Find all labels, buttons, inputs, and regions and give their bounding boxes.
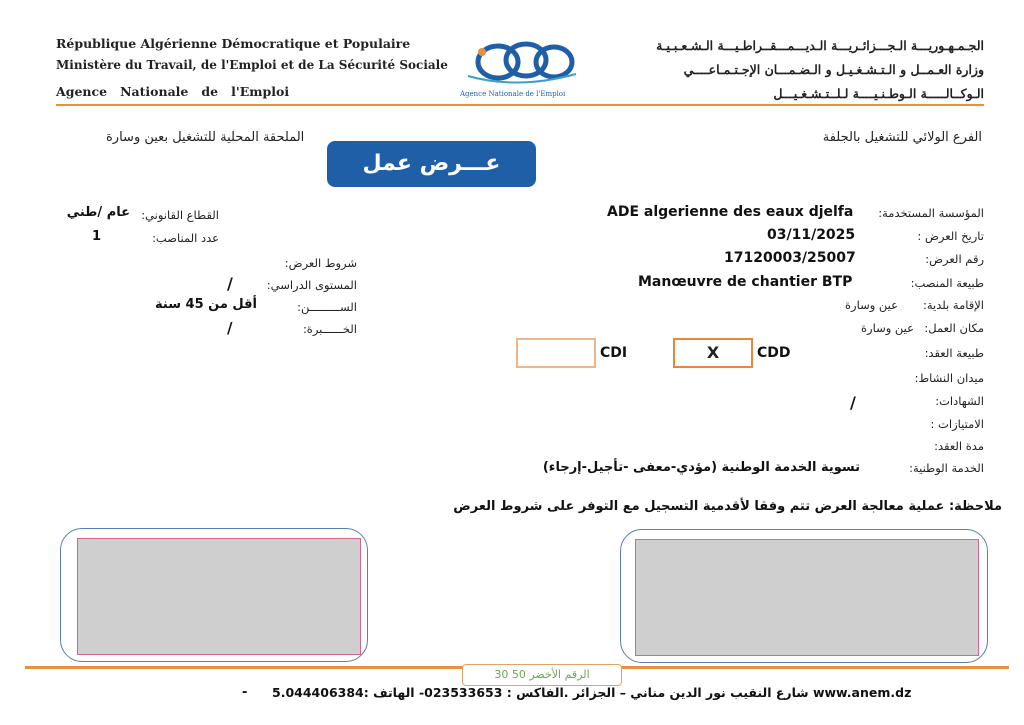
cdd-checkbox[interactable]: [673, 338, 753, 368]
conditions-label: شروط العرض:: [284, 256, 357, 270]
branch-wilaya: الفرع الولائي للتشغيل بالجلفة: [822, 130, 982, 145]
employer-label: المؤسسة المستخدمة:: [878, 206, 984, 220]
position-label: طبيعة المنصب:: [910, 276, 984, 290]
national-service-value: تسوية الخدمة الوطنية (مؤدي-معفى -تأجيل-إرجاء): [542, 460, 860, 475]
offer-title: عـــرض عمل: [327, 141, 536, 187]
residence-label: الإقامة بلدية:: [922, 298, 984, 312]
sector-value: عام /طني: [66, 205, 130, 220]
offer-date-value: 03/11/2025: [767, 227, 856, 243]
employer-value: ADE algerienne des eaux djelfa: [607, 204, 854, 220]
header-fr-republic: République Algérienne Démocratique et Populaire: [56, 36, 411, 51]
cdi-checkbox[interactable]: [516, 338, 596, 368]
anem-logo: [458, 38, 582, 102]
sector-label: القطاع القانوني:: [141, 208, 219, 222]
offer-date-label: تاريخ العرض :: [917, 229, 984, 243]
age-value: أقل من 45 سنة: [155, 297, 257, 312]
green-number: الرقم الأخضر 50 30: [462, 664, 622, 686]
age-label: الســـــــــن:: [297, 300, 357, 314]
contract-label: طبيعة العقد:: [924, 346, 984, 360]
footer-dash: -: [242, 685, 248, 700]
positions-count-value: 1: [92, 229, 102, 244]
cdd-label: CDD: [757, 345, 791, 361]
footer-address: 5.شارع النقيب نور الدين مناني – الجزائر .الفاكس : 023533653- الهاتف :044406384 www.anem.dz: [272, 685, 912, 700]
card-left: [60, 528, 368, 662]
diplomas-label: الشهادات:: [935, 394, 984, 408]
card-right: [620, 529, 988, 663]
processing-note: ملاحظة: عملية معالجة العرض تتم وفقا لأقدمية التسجيل مع التوفر على شروط العرض: [453, 499, 1002, 514]
duration-label: مدة العقد:: [934, 439, 984, 453]
activity-label: ميدان النشاط:: [914, 371, 984, 385]
work-place-label: مكان العمل:: [924, 321, 984, 335]
privileges-label: الامتيازات :: [930, 417, 984, 431]
positions-count-label: عدد المناصب:: [152, 231, 219, 245]
offer-number-label: رقم العرض:: [925, 252, 984, 266]
header-divider: [56, 104, 984, 106]
work-place-value: عين وسارة: [860, 321, 914, 335]
cdd-mark: X: [706, 343, 720, 362]
cdi-label: CDI: [600, 345, 628, 361]
study-level-label: المستوى الدراسي:: [266, 278, 357, 292]
position-value: Manœuvre de chantier BTP: [638, 274, 853, 290]
national-service-label: الخدمة الوطنية:: [909, 461, 984, 475]
card-left-image: [77, 538, 361, 655]
offer-number-value: 17120003/25007: [724, 250, 856, 266]
header-fr-ministry: Ministère du Travail, de l'Emploi et de La Sécurité Sociale: [56, 58, 448, 72]
header-fr-agency: Agence Nationale de l'Emploi: [56, 84, 290, 99]
logo-caption: Agence Nationale de l'Emploi: [460, 90, 566, 98]
header-ar-republic: الجـمـهـوريـــة الـجـــزائـريـــة الـديـــمـــقــراطـيـــة الـشـعـبـيـة: [656, 38, 984, 53]
experience-value: /: [227, 319, 233, 337]
residence-value: عين وسارة: [844, 298, 898, 312]
experience-label: الخــــــبرة:: [302, 322, 357, 336]
branch-local: الملحقة المحلية للتشغيل بعين وسارة: [106, 130, 305, 145]
card-right-image: [635, 539, 979, 656]
header-ar-agency: الـوكــالـــــة الـوطـنـيــــة لـلــتـشـغـيـــل: [773, 86, 984, 101]
study-level-value: /: [227, 274, 233, 293]
diplomas-value: /: [850, 393, 856, 412]
header-ar-ministry: وزارة العـمــل و الـتـشـغـيـل و الـضـمـــان الإجـتـمـاعــــي: [683, 62, 984, 77]
